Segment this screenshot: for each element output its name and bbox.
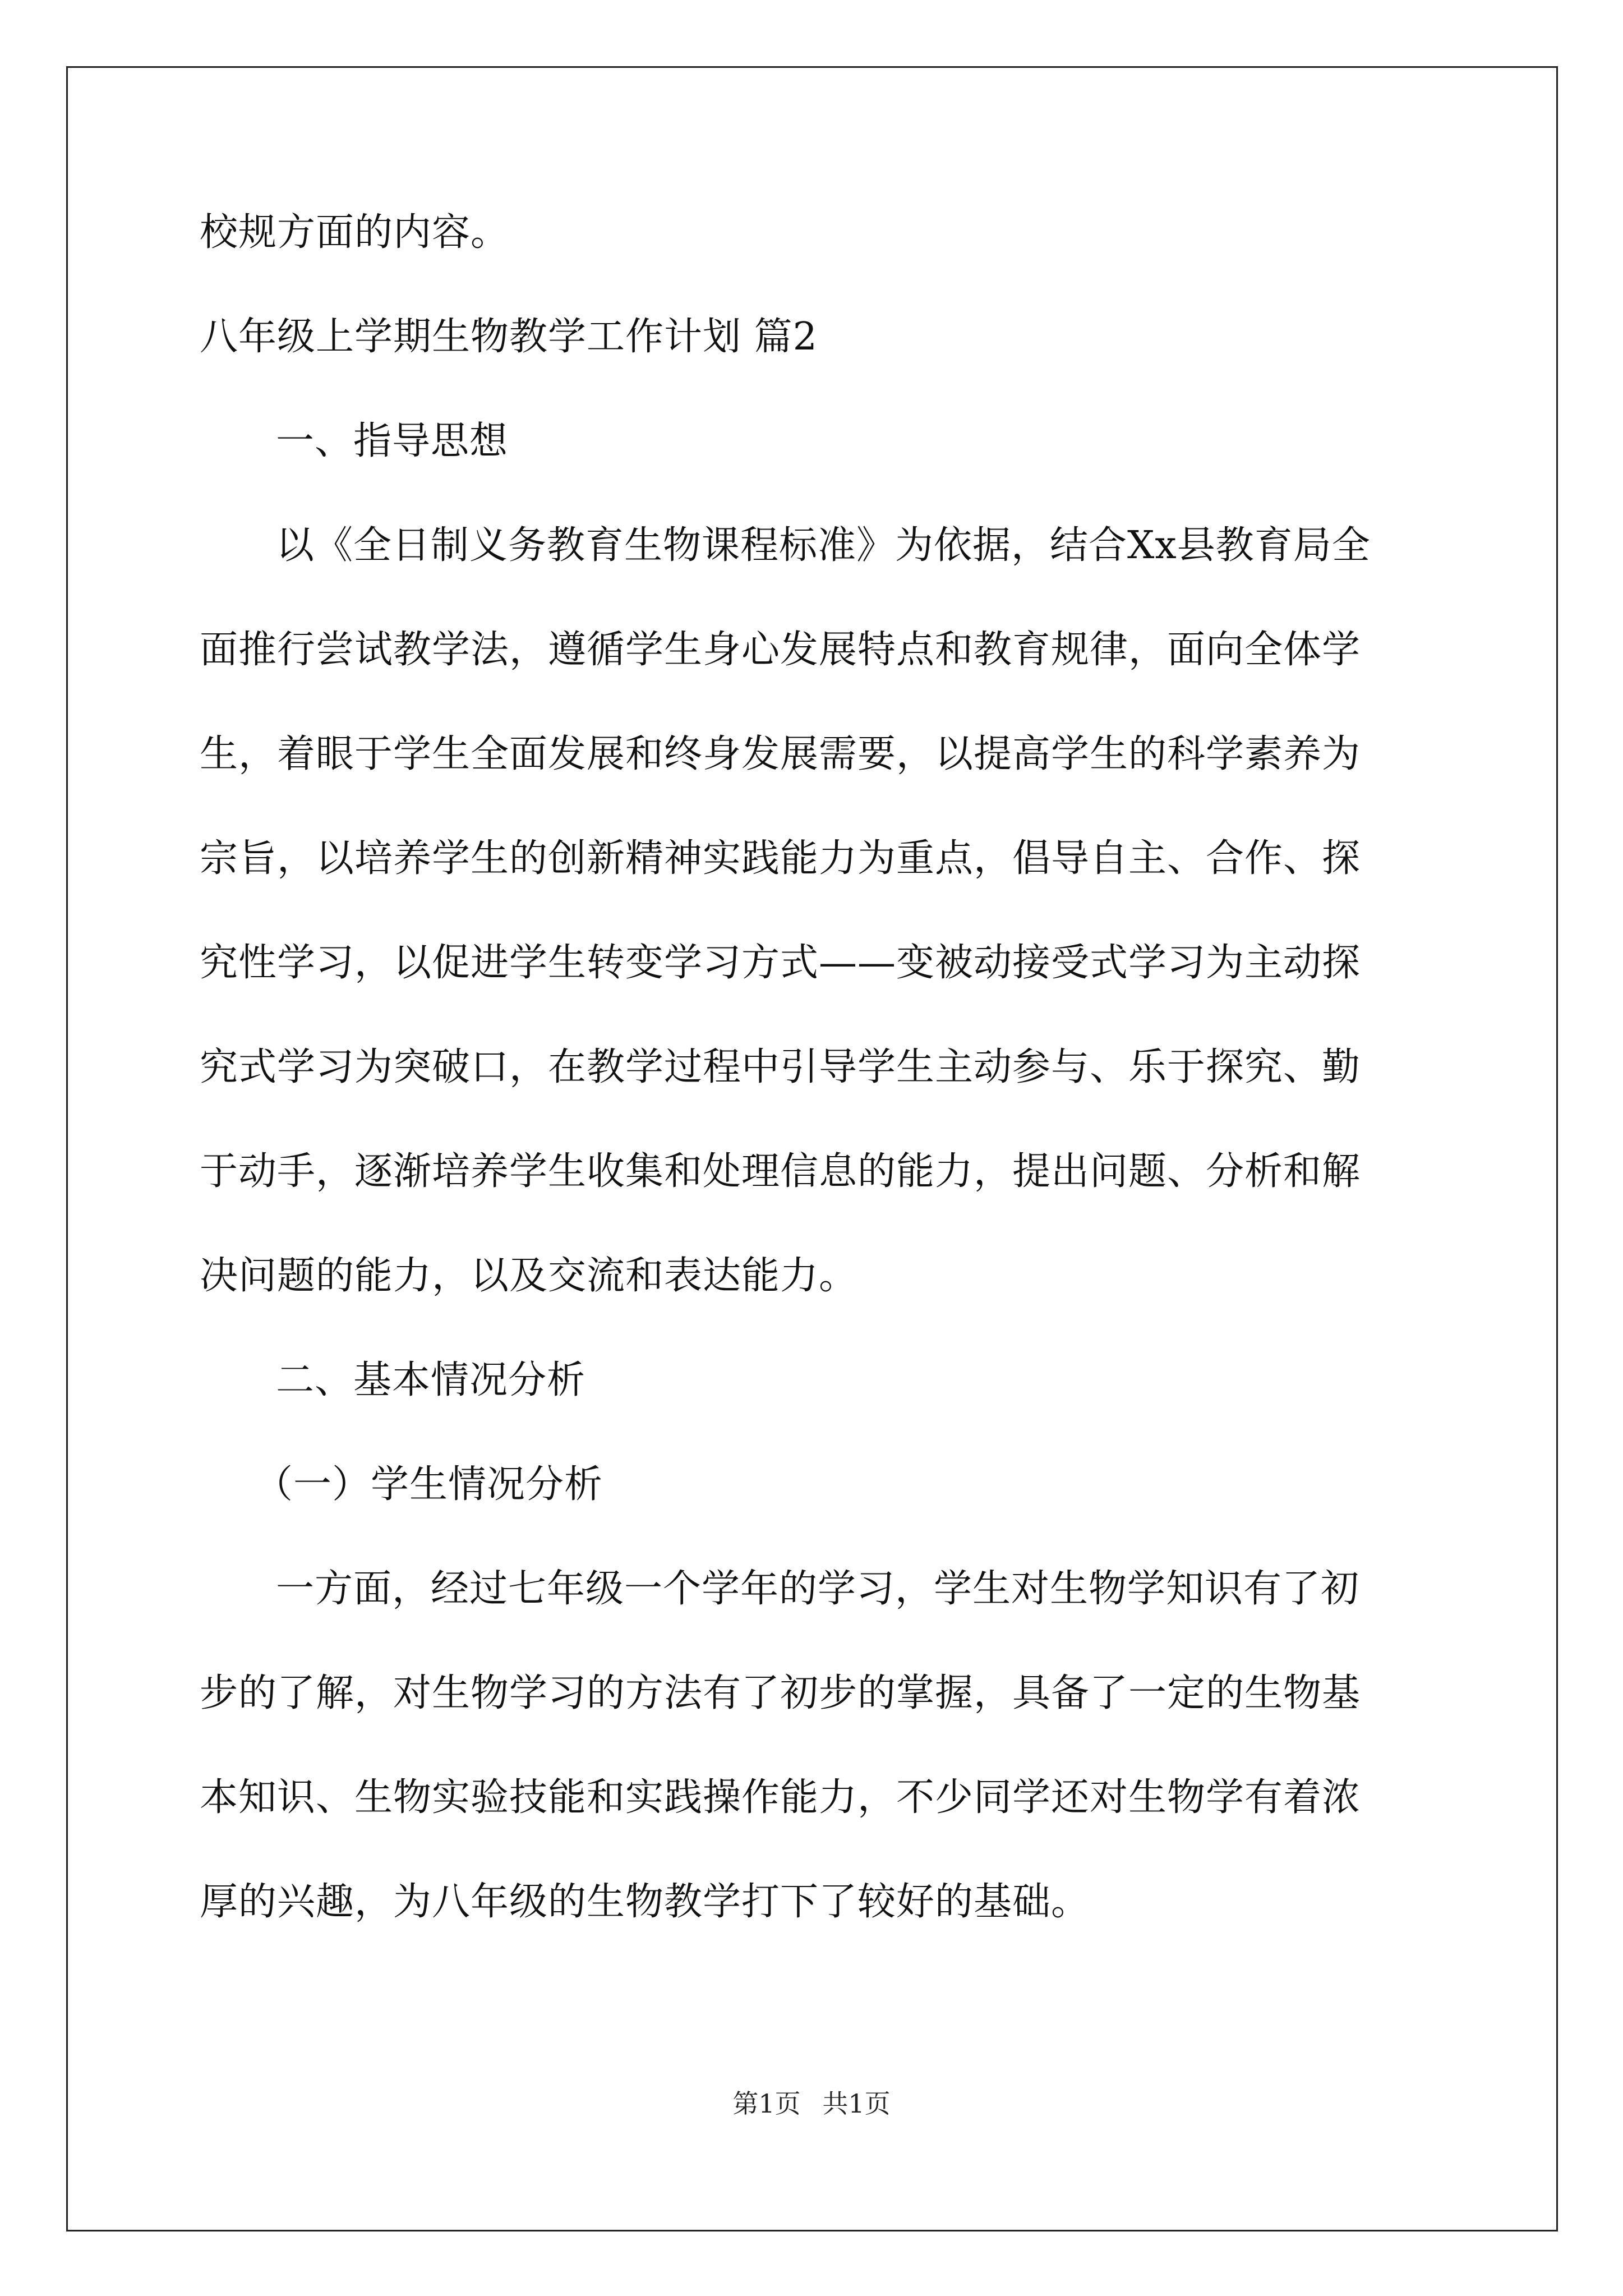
document-body: [200, 208, 1433, 1981]
subheading-student-analysis: （一）学生情况分析: [255, 1462, 603, 1507]
page-footer: [0, 2087, 1623, 2120]
paragraph-student-analysis: [200, 1564, 1433, 1927]
page-number-current: 第1页: [732, 2088, 801, 2119]
paragraph-line: 宗旨，以培养学生的创新精神实践能力为重点，倡导自主、合作、探: [200, 836, 1361, 881]
paragraph-line: 面推行尝试教学法，遵循学生身心发展特点和教育规律，面向全体学: [200, 628, 1361, 672]
continuation-line: 校规方面的内容。: [200, 210, 510, 255]
paragraph-line: 本知识、生物实验技能和实践操作能力，不少同学还对生物学有着浓: [200, 1775, 1361, 1820]
paragraph-line: 一方面，经过七年级一个学年的学习，学生对生物学知识有了初: [276, 1567, 1360, 1611]
paragraph-line: 生，着眼于学生全面发展和终身发展需要，以提高学生的科学素养为: [200, 732, 1361, 776]
paragraph-guiding-ideology: [200, 521, 1433, 1301]
paragraph-line: 决问题的能力，以及交流和表达能力。: [200, 1254, 858, 1298]
paragraph-line: 究性学习，以促进学生转变学习方式——变被动接受式学习为主动探: [200, 941, 1361, 985]
paragraph-line: 步的了解，对生物学习的方法有了初步的掌握，具备了一定的生物基: [200, 1671, 1361, 1715]
paragraph-line: 以《全日制义务教育生物课程标准》为依据，结合Xx县教育局全: [276, 523, 1371, 568]
page-number-total: 共1页: [822, 2088, 891, 2119]
paragraph-line: 究式学习为突破口，在教学过程中引导学生主动参与、乐于探究、勤: [200, 1045, 1361, 1089]
heading-basic-analysis: 二、基本情况分析: [276, 1358, 586, 1402]
paragraph-line: 厚的兴趣，为八年级的生物教学打下了较好的基础。: [200, 1880, 1090, 1924]
paragraph-line: 于动手，逐渐培养学生收集和处理信息的能力，提出问题、分析和解: [200, 1149, 1361, 1194]
heading-guiding-ideology: 一、指导思想: [276, 419, 509, 463]
section-title: 八年级上学期生物教学工作计划 篇2: [200, 315, 818, 359]
